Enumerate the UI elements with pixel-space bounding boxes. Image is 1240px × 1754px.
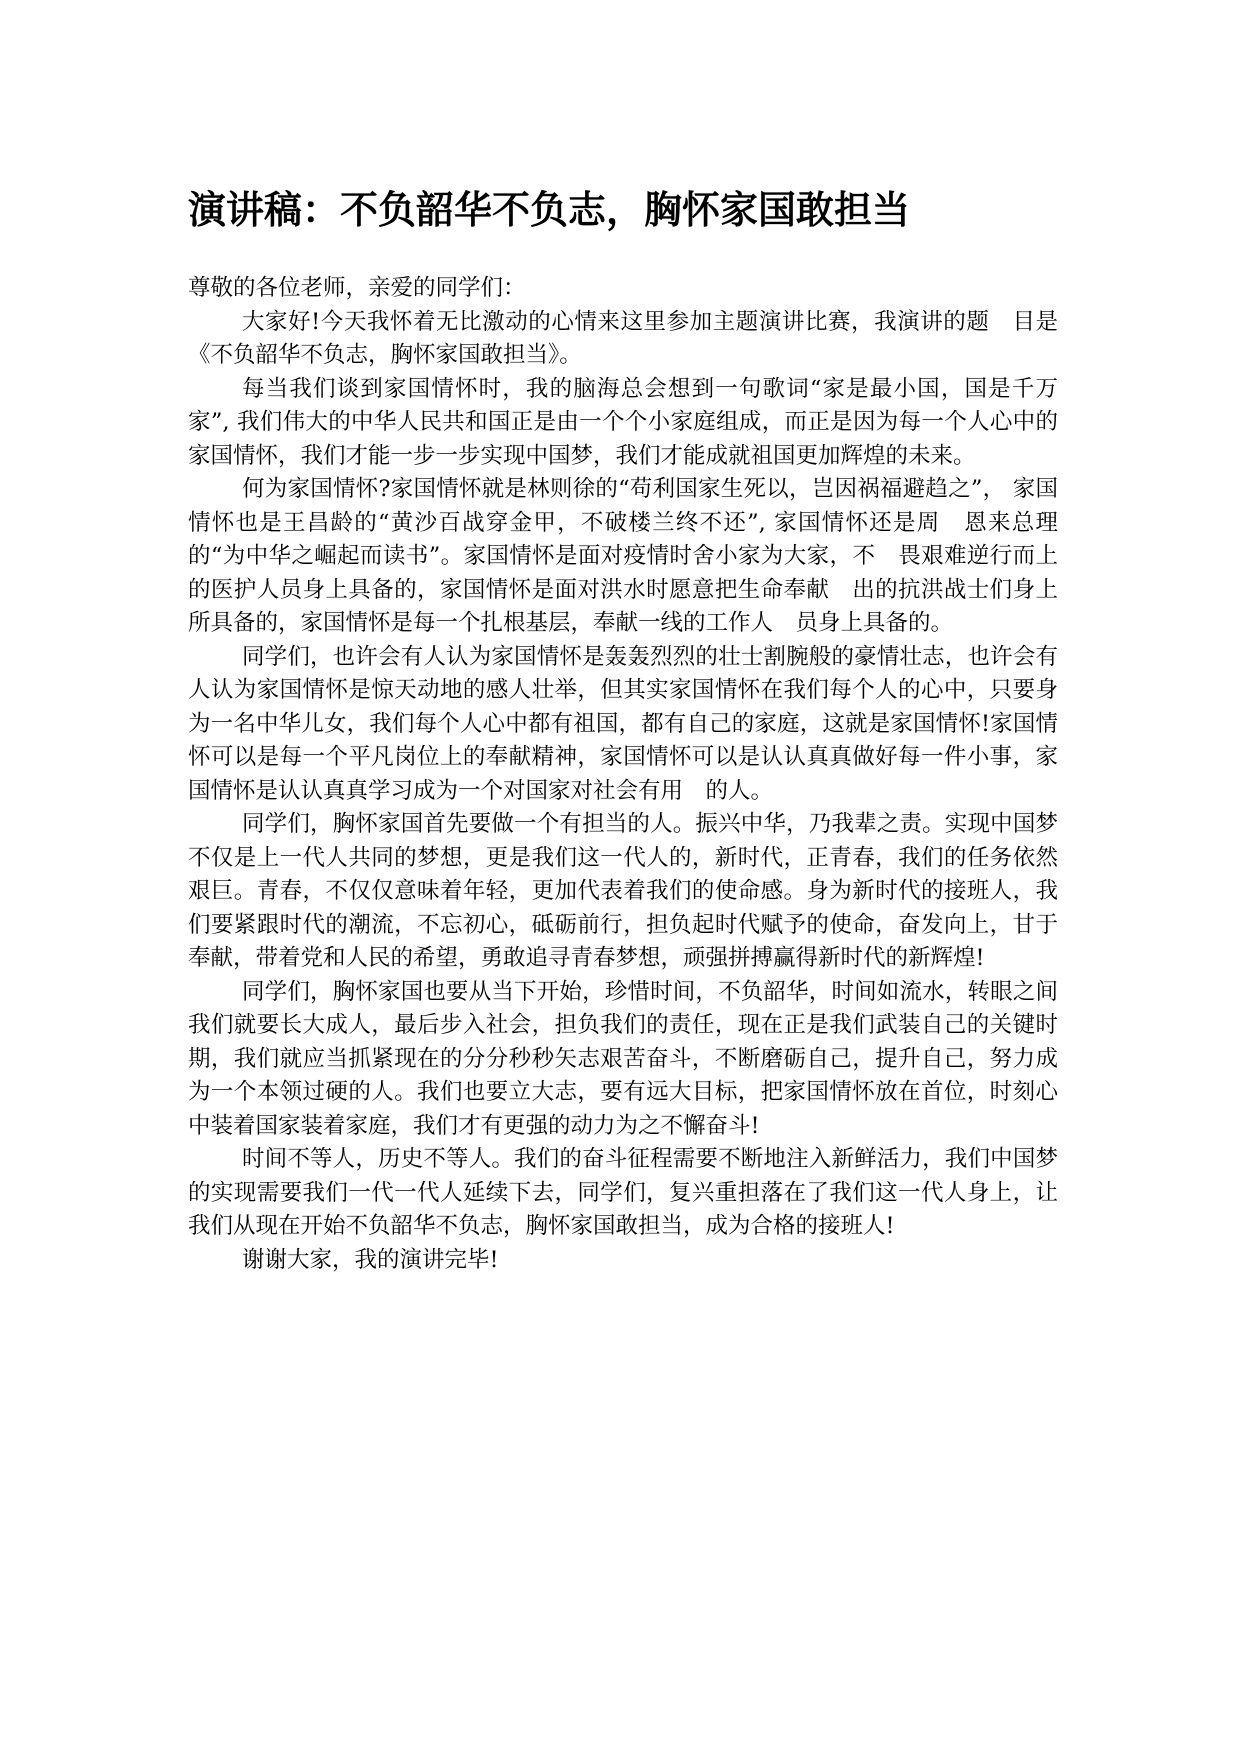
paragraph-4: 同学们，也许会有人认为家国情怀是轰轰烈烈的壮士割腕般的豪情壮志，也许会有人认为家国情怀是惊天动地的感人壮举，但其实家国情怀在我们每个人的心中，只要身为一名中华儿女，我们每个人心中都有祖国，都有自己的家庭，这就是家国情怀!家国情怀可以是每一个平凡岗位上的奉献精神，家国情怀可以是认认真真做好每一件小事，家国情怀是认认真真学习成为一个对国家对社会有用 的人。 [188,643,1058,804]
document-body [188,186,1058,1277]
paragraph-7: 时间不等人，历史不等人。我们的奋斗征程需要不断地注入新鲜活力，我们中国梦的实现需要我们一代一代人延续下去，同学们，复兴重担落在了我们这一代人身上，让我们从现在开始不负韶华不负志，胸怀家国敢担当，成为合格的接班人! [188,1146,1058,1239]
greeting: 尊敬的各位老师，亲爱的同学们： [188,275,526,301]
paragraph-2: 每当我们谈到家国情怀时，我的脑海总会想到一句歌词“家是最小国，国是千万家”, 我们伟大的中华人民共和国正是由一个个小家庭组成，而正是因为每一个人心中的家国情怀，我们才能一步一步实现中国梦，我们才能成就祖国更加辉煌的未来。 [188,375,1058,469]
paragraph-5: 同学们，胸怀家国首先要做一个有担当的人。振兴中华，乃我辈之责。实现中国梦不仅是上一代人共同的梦想，更是我们这一代人的，新时代，正青春，我们的任务依然艰巨。青春，不仅仅意味着年轻，更加代表着我们的使命感。身为新时代的接班人，我们要紧跟时代的潮流，不忘初心，砥砺前行，担负起时代赋予的使命，奋发向上，甘于奉献，带着党和人民的希望，勇敢追寻青春梦想，顽强拼搏赢得新时代的新辉煌! [188,811,1058,971]
closing: 谢谢大家，我的演讲完毕! [242,1246,499,1273]
paragraph-6: 同学们，胸怀家国也要从当下开始，珍惜时间，不负韶华，时间如流水，转眼之间我们就要长大成人，最后步入社会，担负我们的责任，现在正是我们武装自己的关键时期，我们就应当抓紧现在的分分秒秒矢志艰苦奋斗，不断磨砺自己，提升自己，努力成为一个本领过硬的人。我们也要立大志，要有远大目标，把家国情怀放在首位，时刻心中装着国家装着家庭，我们才有更强的动力为之不懈奋斗! [188,978,1058,1139]
document-title: 演讲稿：不负韶华不负志，胸怀家国敢担当 [188,188,911,232]
paragraph-3: 何为家国情怀?家国情怀就是林则徐的“苟利国家生死以，岂因祸福避趋之”， 家国情怀也是王昌龄的“黄沙百战穿金甲，不破楼兰终不还”, 家国情怀还是周 恩来总理的“为中华之崛起而读书”。家国情怀是面对疫情时舍小家为大家，不 畏艰难逆行而上的医护人员身上具备的，家国情怀是面对洪水时愿意把生命奉献 出的抗洪战士们身上所具备的，家国情怀是每一个扎根基层，奉献一线的工作人 员身上具备的。 [188,476,1058,636]
paragraph-1: 大家好!今天我怀着无比激动的心情来这里参加主题演讲比赛，我演讲的题 目是《不负韶华不负志，胸怀家国敢担当》。 [188,308,1058,368]
